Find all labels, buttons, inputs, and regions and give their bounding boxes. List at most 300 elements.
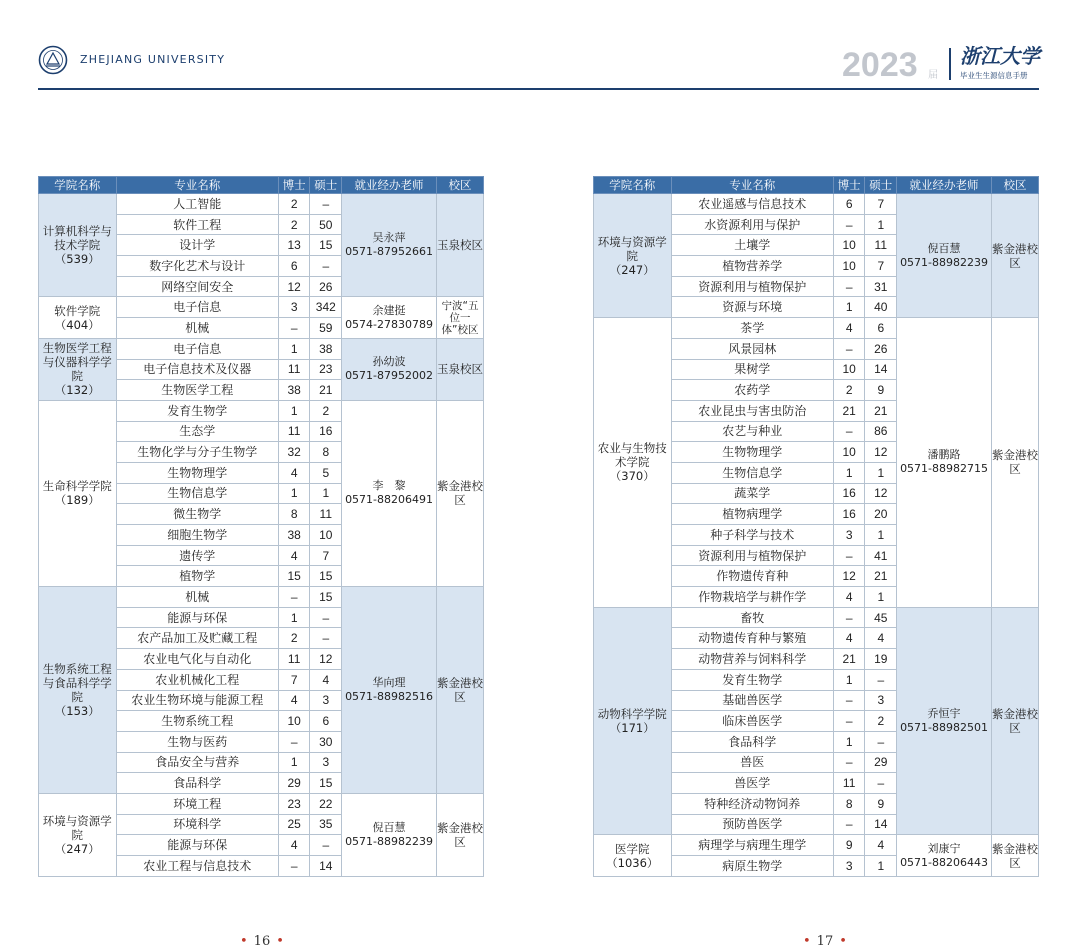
teacher-name: 潘鹏路 [927, 448, 961, 462]
column-header-campus: 校区 [437, 177, 484, 194]
phd-count: 6 [833, 194, 865, 215]
master-count: 15 [310, 587, 342, 608]
phd-count: 32 [278, 442, 310, 463]
major-cell: 生态学 [116, 421, 278, 442]
graduate-total: （153） [54, 704, 100, 718]
major-cell: 细胞生物学 [116, 525, 278, 546]
phd-count: – [833, 276, 865, 297]
teacher-name: 吴永萍 [372, 231, 406, 245]
college-name: 农业与生物技术学院 [597, 441, 667, 470]
bullet-icon: • [803, 934, 811, 949]
master-count: 16 [310, 421, 342, 442]
major-cell: 果树学 [671, 359, 833, 380]
column-header-major: 专业名称 [671, 177, 833, 194]
master-count: 29 [865, 752, 897, 773]
campus-cell: 玉泉校区 [437, 338, 484, 400]
college-cell [594, 835, 672, 876]
phd-count: 1 [278, 607, 310, 628]
college-name: 环境与资源学院 [42, 813, 112, 842]
major-cell: 病理学与病理生理学 [671, 835, 833, 856]
phd-count: 1 [833, 297, 865, 318]
major-cell: 植物学 [116, 566, 278, 587]
graduate-total: （1036） [606, 855, 659, 870]
master-count: 6 [310, 711, 342, 732]
teacher-cell [342, 338, 437, 400]
phd-count: – [833, 421, 865, 442]
phd-count: 10 [278, 711, 310, 732]
college-name: 动物科学学院 [597, 707, 667, 722]
edition-year: 2023 [842, 46, 918, 84]
college-cell [594, 607, 672, 835]
master-count: 14 [865, 359, 897, 380]
major-cell: 人工智能 [116, 194, 278, 215]
master-count: 14 [865, 814, 897, 835]
column-header-master: 硕士 [865, 177, 897, 194]
phd-count: 1 [278, 752, 310, 773]
phd-count: 9 [833, 835, 865, 856]
campus-cell: 玉泉校区 [437, 194, 484, 297]
major-cell: 农药学 [671, 380, 833, 401]
table-row [39, 587, 484, 608]
left-page-number-value: 16 [253, 934, 271, 949]
graduate-total: （247） [609, 262, 655, 277]
teacher-cell [342, 297, 437, 338]
major-cell: 农业遥感与信息技术 [671, 194, 833, 215]
phd-count: – [833, 338, 865, 359]
major-cell: 能源与环保 [116, 835, 278, 856]
major-cell: 发育生物学 [671, 669, 833, 690]
master-count: 10 [310, 525, 342, 546]
phd-count: – [278, 587, 310, 608]
master-count: – [310, 628, 342, 649]
campus-cell: 紫金港校区 [437, 587, 484, 794]
phd-count: 16 [833, 483, 865, 504]
campus-cell: 紫金港校区 [992, 835, 1039, 876]
phd-count: – [833, 214, 865, 235]
phd-count: 4 [278, 545, 310, 566]
teacher-cell [897, 318, 992, 608]
master-count: – [865, 731, 897, 752]
master-count: 4 [310, 669, 342, 690]
phd-count: 12 [278, 276, 310, 297]
phd-count: 3 [278, 297, 310, 318]
right-page-number [797, 934, 853, 949]
teacher-phone: 0571-88982501 [900, 721, 989, 735]
bullet-icon: • [276, 934, 284, 949]
table-row [39, 793, 484, 814]
major-cell: 生物医学工程 [116, 380, 278, 401]
master-count: – [310, 835, 342, 856]
phd-count: 8 [833, 793, 865, 814]
major-cell: 病原生物学 [671, 856, 833, 877]
major-cell: 农业工程与信息技术 [116, 856, 278, 877]
teacher-name: 华向理 [372, 676, 406, 689]
major-cell: 农业电气化与自动化 [116, 649, 278, 670]
phd-count: 38 [278, 380, 310, 401]
major-cell: 植物营养学 [671, 256, 833, 277]
phd-count: 2 [278, 628, 310, 649]
master-count: 9 [865, 380, 897, 401]
major-cell: 动物遗传育种与繁殖 [671, 628, 833, 649]
master-count: 11 [865, 235, 897, 256]
major-cell: 资源利用与植物保护 [671, 276, 833, 297]
major-cell: 发育生物学 [116, 400, 278, 421]
phd-count: 38 [278, 525, 310, 546]
college-cell [39, 338, 117, 400]
phd-count: 4 [833, 587, 865, 608]
bullet-icon: • [839, 934, 847, 949]
teacher-cell [897, 835, 992, 876]
column-header-college: 学院名称 [594, 177, 672, 194]
college-cell [39, 194, 117, 297]
major-cell: 动物营养与饲料科学 [671, 649, 833, 670]
master-count: 22 [310, 793, 342, 814]
college-name: 生命科学学院 [42, 479, 112, 494]
master-count: 12 [865, 483, 897, 504]
master-count: 21 [865, 400, 897, 421]
master-count: 40 [865, 297, 897, 318]
master-count: 3 [310, 752, 342, 773]
teacher-name: 乔恒宇 [927, 707, 961, 721]
major-cell: 作物栽培学与耕作学 [671, 587, 833, 608]
major-cell: 生物与医药 [116, 731, 278, 752]
phd-count: – [278, 856, 310, 877]
phd-count: – [833, 607, 865, 628]
phd-count: 10 [833, 235, 865, 256]
phd-count: 23 [278, 793, 310, 814]
master-count: 6 [865, 318, 897, 339]
table-row [39, 297, 484, 318]
phd-count: 4 [278, 462, 310, 483]
phd-count: 1 [278, 400, 310, 421]
college-name: 环境与资源学院 [597, 234, 667, 263]
university-name-cn: 浙江大学 [960, 44, 1040, 68]
table-row [594, 194, 1039, 215]
major-cell: 农业昆虫与害虫防治 [671, 400, 833, 421]
master-count: 15 [310, 773, 342, 794]
teacher-phone: 0571-88206491 [345, 493, 434, 507]
major-cell: 特种经济动物饲养 [671, 793, 833, 814]
college-name: 软件学院 [54, 303, 101, 318]
master-count: 30 [310, 731, 342, 752]
major-cell: 生物信息学 [116, 483, 278, 504]
teacher-name: 余建挺 [372, 303, 406, 317]
master-count: 19 [865, 649, 897, 670]
phd-count: – [833, 711, 865, 732]
major-cell: 土壤学 [671, 235, 833, 256]
header-divider [949, 48, 951, 80]
master-count: 7 [865, 256, 897, 277]
graduate-total: （370） [609, 469, 655, 484]
major-cell: 农艺与种业 [671, 421, 833, 442]
major-cell: 生物系统工程 [116, 711, 278, 732]
master-count: 41 [865, 545, 897, 566]
teacher-phone: 0571-88982239 [345, 834, 434, 848]
college-cell [39, 793, 117, 876]
teacher-phone: 0571-88982239 [900, 255, 989, 269]
major-cell: 数字化艺术与设计 [116, 256, 278, 277]
college-name: 医学院 [615, 841, 650, 856]
phd-count: 4 [278, 835, 310, 856]
master-count: 1 [865, 214, 897, 235]
graduate-total: （132） [54, 383, 100, 398]
phd-count: – [278, 731, 310, 752]
college-name: 生物医学工程与仪器科学学院 [42, 341, 112, 384]
master-count: 1 [865, 462, 897, 483]
phd-count: – [833, 545, 865, 566]
major-cell: 生物物理学 [116, 462, 278, 483]
university-name-en: ZHEJIANG UNIVERSITY [80, 53, 226, 66]
master-count: 1 [865, 525, 897, 546]
major-cell: 机械 [116, 587, 278, 608]
master-count: 3 [310, 690, 342, 711]
master-count: 7 [865, 194, 897, 215]
major-cell: 环境工程 [116, 793, 278, 814]
master-count: 4 [865, 628, 897, 649]
master-count: 15 [310, 566, 342, 587]
phd-count: 15 [278, 566, 310, 587]
teacher-name: 倪百慧 [372, 820, 406, 834]
phd-count: 6 [278, 256, 310, 277]
right-page-number-value: 17 [816, 934, 834, 949]
major-cell: 设计学 [116, 235, 278, 256]
phd-count: 21 [833, 400, 865, 421]
column-header-major: 专业名称 [116, 177, 278, 194]
major-cell: 兽医学 [671, 773, 833, 794]
major-cell: 生物信息学 [671, 462, 833, 483]
major-cell: 电子信息技术及仪器 [116, 359, 278, 380]
major-cell: 电子信息 [116, 297, 278, 318]
phd-count: 13 [278, 235, 310, 256]
major-cell: 资源与环境 [671, 297, 833, 318]
major-cell: 生物化学与分子生物学 [116, 442, 278, 463]
table-row [594, 607, 1039, 628]
major-cell: 食品科学 [671, 731, 833, 752]
master-count: 8 [310, 442, 342, 463]
graduate-total: （171） [609, 721, 655, 736]
phd-count: 11 [833, 773, 865, 794]
master-count: 20 [865, 504, 897, 525]
phd-count: 2 [833, 380, 865, 401]
college-cell [39, 297, 117, 338]
phd-count: 4 [278, 690, 310, 711]
graduate-total: （247） [54, 841, 100, 856]
major-cell: 蔬菜学 [671, 483, 833, 504]
phd-count: 11 [278, 359, 310, 380]
major-cell: 遗传学 [116, 545, 278, 566]
teacher-phone: 0574-27830789 [345, 317, 434, 331]
right-page-table [593, 176, 1039, 877]
campus-cell: 紫金港校区 [437, 400, 484, 586]
master-count: 12 [310, 649, 342, 670]
phd-count: 7 [278, 669, 310, 690]
phd-count: 1 [278, 338, 310, 359]
major-cell: 环境科学 [116, 814, 278, 835]
major-cell: 生物物理学 [671, 442, 833, 463]
master-count: 1 [865, 587, 897, 608]
phd-count: 4 [833, 318, 865, 339]
teacher-name: 李 黎 [372, 479, 406, 493]
phd-count: 11 [278, 649, 310, 670]
left-page-table [38, 176, 484, 877]
major-cell: 茶学 [671, 318, 833, 339]
phd-count: 10 [833, 256, 865, 277]
teacher-cell [342, 194, 437, 297]
master-count: 2 [310, 400, 342, 421]
teacher-cell [342, 587, 437, 794]
phd-count: 1 [278, 483, 310, 504]
campus-cell: 紫金港校区 [437, 793, 484, 876]
master-count: 26 [310, 276, 342, 297]
master-count: 14 [310, 856, 342, 877]
master-count: 23 [310, 359, 342, 380]
column-header-phd: 博士 [833, 177, 865, 194]
teacher-phone: 0571-87952002 [345, 369, 434, 383]
college-cell [594, 318, 672, 608]
teacher-name: 倪百慧 [927, 241, 961, 255]
master-count: 4 [865, 835, 897, 856]
master-count: 50 [310, 214, 342, 235]
header-rule [38, 88, 1039, 90]
master-count: – [310, 194, 342, 215]
phd-count: 12 [833, 566, 865, 587]
campus-cell: 紫金港校区 [992, 318, 1039, 608]
college-name: 生物系统工程与食品科学学院 [42, 662, 112, 704]
master-count: – [865, 773, 897, 794]
table-row [39, 194, 484, 215]
major-cell: 农业生物环境与能源工程 [116, 690, 278, 711]
phd-count: – [833, 814, 865, 835]
campus-cell: 宁波“五位一体”校区 [437, 297, 484, 338]
master-count: 3 [865, 690, 897, 711]
teacher-cell [897, 194, 992, 318]
university-logo-icon [38, 45, 68, 75]
major-cell: 水资源利用与保护 [671, 214, 833, 235]
major-cell: 网络空间安全 [116, 276, 278, 297]
column-header-teacher: 就业经办老师 [897, 177, 992, 194]
master-count: 26 [865, 338, 897, 359]
graduate-total: （539） [54, 252, 100, 267]
master-count: 31 [865, 276, 897, 297]
phd-count: 1 [833, 462, 865, 483]
master-count: 21 [865, 566, 897, 587]
phd-count: 10 [833, 442, 865, 463]
master-count: 21 [310, 380, 342, 401]
college-cell [594, 194, 672, 318]
master-count: 15 [310, 235, 342, 256]
table-header-row [594, 177, 1039, 194]
teacher-cell [897, 607, 992, 835]
major-cell: 微生物学 [116, 504, 278, 525]
teacher-phone: 0571-88982516 [345, 690, 434, 703]
major-cell: 资源利用与植物保护 [671, 545, 833, 566]
campus-cell: 紫金港校区 [992, 194, 1039, 318]
master-count: 38 [310, 338, 342, 359]
teacher-phone: 0571-88982715 [900, 462, 989, 476]
column-header-college: 学院名称 [39, 177, 117, 194]
teacher-cell [342, 793, 437, 876]
booklet-title: 毕业生生源信息手册 [960, 71, 1028, 80]
master-count: 7 [310, 545, 342, 566]
graduate-total: （404） [54, 317, 100, 332]
master-count: 1 [310, 483, 342, 504]
master-count: – [310, 256, 342, 277]
phd-count: 1 [833, 669, 865, 690]
major-cell: 基础兽医学 [671, 690, 833, 711]
master-count: 2 [865, 711, 897, 732]
major-cell: 食品安全与营养 [116, 752, 278, 773]
phd-count: 4 [833, 628, 865, 649]
phd-count: 3 [833, 525, 865, 546]
master-count: 35 [310, 814, 342, 835]
phd-count: – [278, 318, 310, 339]
major-cell: 作物遗传育种 [671, 566, 833, 587]
major-cell: 农业机械化工程 [116, 669, 278, 690]
table-row [39, 400, 484, 421]
major-cell: 风景园林 [671, 338, 833, 359]
phd-count: 3 [833, 856, 865, 877]
teacher-phone: 0571-87952661 [345, 245, 434, 259]
edition-year-suffix: 届 [928, 70, 938, 81]
phd-count: 1 [833, 731, 865, 752]
master-count: 86 [865, 421, 897, 442]
master-count: 45 [865, 607, 897, 628]
major-cell: 食品科学 [116, 773, 278, 794]
master-count: 59 [310, 318, 342, 339]
master-count: 9 [865, 793, 897, 814]
table-row [39, 338, 484, 359]
master-count: 342 [310, 297, 342, 318]
college-cell [39, 587, 117, 794]
master-count: 5 [310, 462, 342, 483]
college-name: 计算机科学与技术学院 [42, 224, 112, 253]
major-cell: 种子科学与技术 [671, 525, 833, 546]
table-row [594, 318, 1039, 339]
teacher-name: 刘康宁 [927, 841, 961, 855]
phd-count: – [833, 752, 865, 773]
phd-count: 2 [278, 194, 310, 215]
master-count: 1 [865, 856, 897, 877]
phd-count: 16 [833, 504, 865, 525]
college-cell [39, 400, 117, 586]
column-header-campus: 校区 [992, 177, 1039, 194]
column-header-teacher: 就业经办老师 [342, 177, 437, 194]
phd-count: 8 [278, 504, 310, 525]
master-count: 12 [865, 442, 897, 463]
teacher-name: 孙幼波 [372, 355, 406, 369]
teacher-phone: 0571-88206443 [900, 855, 989, 869]
master-count: – [865, 669, 897, 690]
master-count: 11 [310, 504, 342, 525]
major-cell: 软件工程 [116, 214, 278, 235]
column-header-master: 硕士 [310, 177, 342, 194]
column-header-phd: 博士 [278, 177, 310, 194]
major-cell: 兽医 [671, 752, 833, 773]
campus-cell: 紫金港校区 [992, 607, 1039, 835]
phd-count: 10 [833, 359, 865, 380]
table-row [594, 835, 1039, 856]
major-cell: 预防兽医学 [671, 814, 833, 835]
left-page-number [234, 934, 290, 949]
graduate-total: （189） [54, 493, 100, 508]
phd-count: 2 [278, 214, 310, 235]
major-cell: 植物病理学 [671, 504, 833, 525]
phd-count: 21 [833, 649, 865, 670]
major-cell: 畜牧 [671, 607, 833, 628]
major-cell: 电子信息 [116, 338, 278, 359]
major-cell: 临床兽医学 [671, 711, 833, 732]
phd-count: 25 [278, 814, 310, 835]
